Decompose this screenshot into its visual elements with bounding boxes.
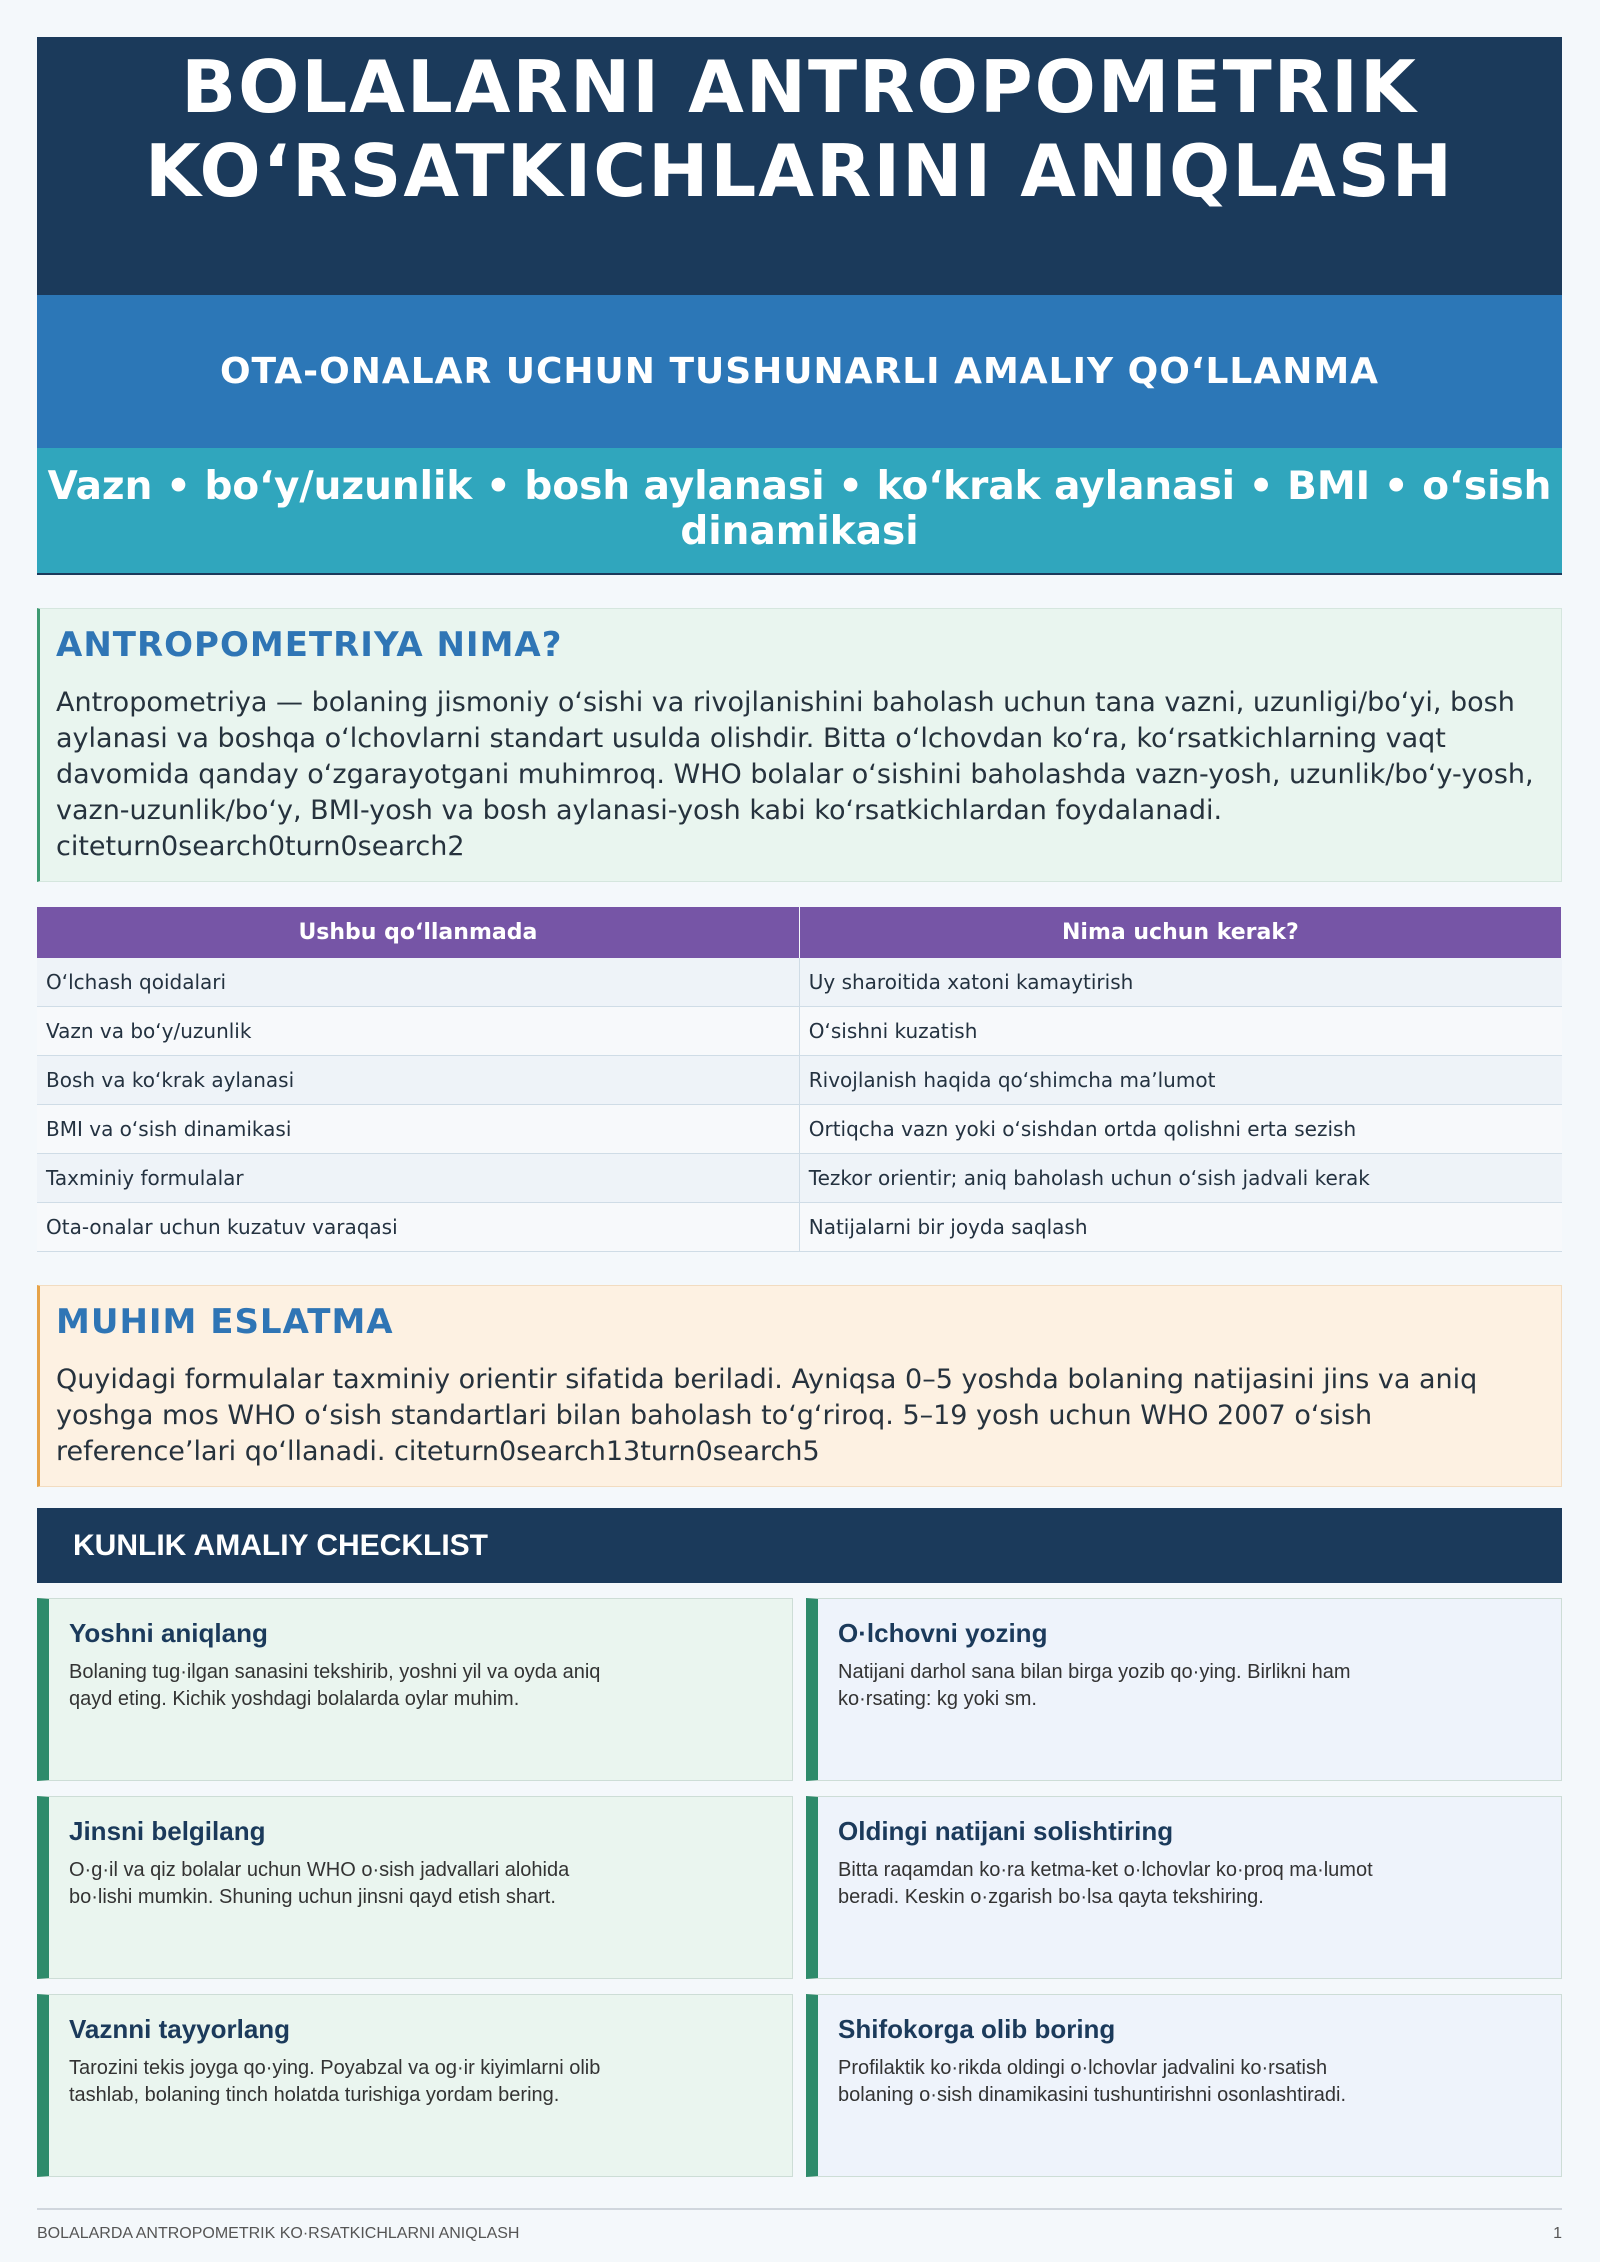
intro-text: Antropometriya — bolaning jismoniy oʻsishi va rivojlanishini baholash uchun tana vazni, uzunligi/boʻyi, bosh aylanasi va boshqa oʻlchovlarni standart usulda olishdir. Bitta oʻlchovdan koʻra, koʻrsatkichlarning vaqt davomida qanday oʻzgarayotgani muhimroq. WHO bolalar oʻsishini baholashda vazn-yosh, uzunlik/boʻy-yosh, vazn-uzunlik/boʻy, BMI-yosh va bosh aylanasi-yosh kabi koʻrsatkichlardan foydalanadi. citeturn0search0turn0search2	[56, 687, 1534, 862]
table-cell: Vazn va boʻy/uzunlik	[37, 1007, 799, 1056]
topic-tags: Vazn • boʻy/uzunlik • bosh aylanasi • koʻkrak aylanasi • BMI • oʻsish dinamikasi	[37, 448, 1562, 575]
card-text: Tarozini tekis joyga qo·ying. Poyabzal va og·ir kiyimlarni olib tashlab, bolaning tinch holatda turishiga yordam bering.	[69, 2057, 601, 2106]
table-cell: Tezkor orientir; aniq baholash uchun oʻsish jadvali kerak	[799, 1154, 1561, 1203]
card-title: O·lchovni yozing	[838, 1618, 1048, 1648]
table-header-row	[37, 907, 1562, 958]
checklist-card	[37, 1598, 793, 1781]
table-row	[37, 1154, 1562, 1203]
table-cell: Oʻsishni kuzatish	[799, 1007, 1561, 1056]
card-text: Natijani darhol sana bilan birga yozib qo·ying. Birlikni ham ko·rsating: kg yoki sm.	[838, 1661, 1351, 1710]
table-row	[37, 1007, 1562, 1056]
table-cell: BMI va oʻsish dinamikasi	[37, 1105, 799, 1154]
checklist-card	[37, 1994, 793, 2177]
intro-box	[37, 608, 1562, 882]
checklist-card	[806, 1994, 1562, 2177]
table-cell: Ota-onalar uchun kuzatuv varaqasi	[37, 1203, 799, 1252]
note-heading: MUHIM ESLATMA	[56, 1302, 394, 1342]
card-text: Bolaning tug·ilgan sanasini tekshirib, yoshni yil va oyda aniq qayd eting. Kichik yoshdagi bolalarda oylar muhim.	[69, 1661, 601, 1710]
card-title: Yoshni aniqlang	[69, 1618, 268, 1648]
checklist-card	[806, 1598, 1562, 1781]
table-row	[37, 958, 1562, 1007]
table-row	[37, 1105, 1562, 1154]
footer-title: BOLALARDA ANTROPOMETRIK KO·RSATKICHLARNI ANIQLASH	[37, 2225, 520, 2242]
table-header-cell: Ushbu qoʻllanmada	[37, 907, 799, 958]
note-box	[37, 1285, 1562, 1487]
table-cell: Taxminiy formulalar	[37, 1154, 799, 1203]
table-cell: Natijalarni bir joyda saqlash	[799, 1203, 1561, 1252]
card-title: Shifokorga olib boring	[838, 2014, 1116, 2044]
checklist-card	[37, 1796, 793, 1979]
card-title: Vaznni tayyorlang	[69, 2014, 291, 2044]
table-cell: Rivojlanish haqida qoʻshimcha maʼlumot	[799, 1056, 1561, 1105]
table-header-cell: Nima uchun kerak?	[799, 907, 1561, 958]
table-row	[37, 1056, 1562, 1105]
page-subtitle: OTA-ONALAR UCHUN TUSHUNARLI AMALIY QOʻLLANMA	[37, 295, 1562, 448]
card-text: O·g·il va qiz bolalar uchun WHO o·sish jadvallari alohida bo·lishi mumkin. Shuning uchun jinsni qayd etish shart.	[69, 1859, 570, 1908]
table-cell: Oʻlchash qoidalari	[37, 958, 799, 1007]
card-text: Profilaktik ko·rikda oldingi o·lchovlar jadvalini ko·rsatish bolaning o·sish dinamikasini tushuntirishni osonlashtiradi.	[838, 2057, 1347, 2106]
page-title: BOLALARNI ANTROPOMETRIK KOʻRSATKICHLARINI ANIQLASH	[37, 37, 1562, 295]
checklist-heading: KUNLIK AMALIY CHECKLIST	[37, 1508, 1562, 1583]
page-footer	[37, 2208, 1562, 2243]
table-cell: Bosh va koʻkrak aylanasi	[37, 1056, 799, 1105]
document-page	[37, 37, 1562, 2177]
checklist-grid	[37, 1598, 1562, 2177]
checklist-card	[806, 1796, 1562, 1979]
table-cell: Uy sharoitida xatoni kamaytirish	[799, 958, 1561, 1007]
table-row	[37, 1203, 1562, 1252]
guide-table	[37, 907, 1562, 1252]
card-title: Jinsni belgilang	[69, 1816, 266, 1846]
note-text: Quyidagi formulalar taxminiy orientir sifatida beriladi. Ayniqsa 0–5 yoshda bolaning natijasini jins va aniq yoshga mos WHO oʻsish standartlari bilan baholash toʻgʻriroq. 5–19 yosh uchun WHO 2007 oʻsish referenceʼlari qoʻllanadi. citeturn0search13turn0search5	[56, 1364, 1478, 1467]
page-number: 1	[1553, 2225, 1562, 2242]
card-title: Oldingi natijani solishtiring	[838, 1816, 1174, 1846]
card-text: Bitta raqamdan ko·ra ketma-ket o·lchovlar ko·proq ma·lumot beradi. Keskin o·zgarish bo·lsa qayta tekshiring.	[838, 1859, 1373, 1908]
table-cell: Ortiqcha vazn yoki oʻsishdan ortda qolishni erta sezish	[799, 1105, 1561, 1154]
intro-heading: ANTROPOMETRIYA NIMA?	[56, 625, 563, 665]
